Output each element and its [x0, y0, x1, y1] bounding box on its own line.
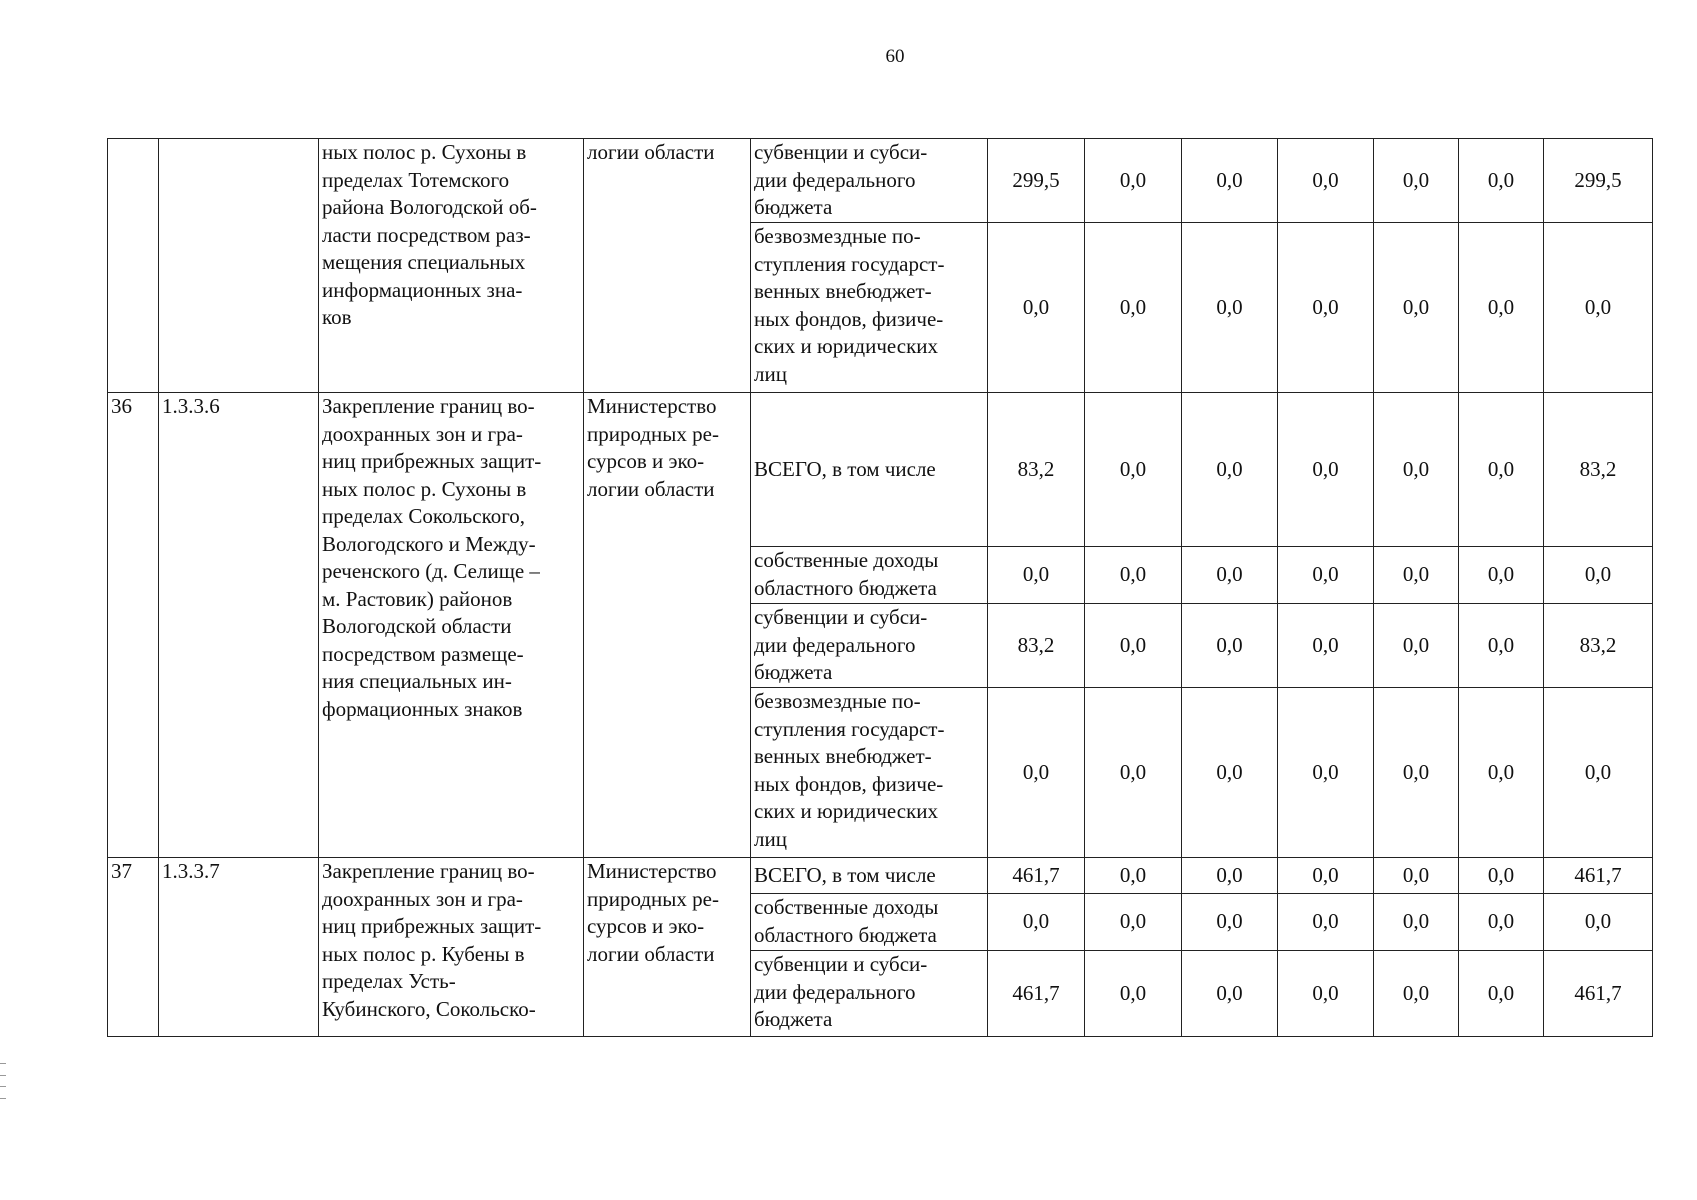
measure-code-cell: 1.3.3.7 [159, 858, 319, 1037]
amount-cell: 0,0 [1182, 858, 1278, 894]
amount-cell: 0,0 [1182, 223, 1278, 393]
total-amount-cell: 83,2 [1544, 393, 1653, 547]
funding-source-cell: собственные доходы областного бюджета [751, 547, 988, 604]
amount-cell: 0,0 [1278, 223, 1374, 393]
amount-cell: 0,0 [1085, 688, 1182, 858]
total-amount-cell: 461,7 [1544, 858, 1653, 894]
total-amount-cell: 0,0 [1544, 688, 1653, 858]
total-amount-cell: 299,5 [1544, 139, 1653, 223]
table-row [108, 858, 1653, 894]
scan-edge-mark [0, 1063, 6, 1099]
table-row [108, 139, 1653, 223]
total-amount-cell: 0,0 [1544, 547, 1653, 604]
funding-source-cell: ВСЕГО, в том числе [751, 858, 988, 894]
funding-source-cell: субвенции и субси- дии федерального бюджета [751, 604, 988, 688]
amount-cell: 0,0 [1085, 547, 1182, 604]
amount-cell: 0,0 [1085, 223, 1182, 393]
amount-cell: 0,0 [1278, 547, 1374, 604]
amount-cell: 0,0 [1374, 139, 1459, 223]
measure-code-cell [159, 139, 319, 393]
funding-source-cell: субвенции и субси- дии федерального бюджета [751, 951, 988, 1037]
amount-cell: 0,0 [988, 894, 1085, 951]
amount-cell: 0,0 [1085, 139, 1182, 223]
amount-cell: 0,0 [988, 688, 1085, 858]
row-number-cell: 37 [108, 858, 159, 1037]
amount-cell: 0,0 [1278, 139, 1374, 223]
amount-cell: 0,0 [1374, 393, 1459, 547]
amount-cell: 0,0 [1459, 547, 1544, 604]
executor-cell: логии области [584, 139, 751, 393]
measure-code-cell: 1.3.3.6 [159, 393, 319, 858]
measure-name-cell: Закрепление границ во- доохранных зон и гра- ниц прибрежных защит- ных полос р. Кубены в пределах Усть- Кубинского, Сокольско- [319, 858, 584, 1037]
amount-cell: 0,0 [1182, 894, 1278, 951]
amount-cell: 0,0 [1459, 604, 1544, 688]
total-amount-cell: 0,0 [1544, 894, 1653, 951]
amount-cell: 0,0 [1459, 858, 1544, 894]
total-amount-cell: 461,7 [1544, 951, 1653, 1037]
amount-cell: 0,0 [1182, 393, 1278, 547]
budget-table [107, 138, 1653, 1037]
funding-source-cell: ВСЕГО, в том числе [751, 393, 988, 547]
amount-cell: 0,0 [1085, 858, 1182, 894]
row-number-cell: 36 [108, 393, 159, 858]
amount-cell: 0,0 [988, 547, 1085, 604]
executor-cell: Министерство природных ре- сурсов и эко- логии области [584, 858, 751, 1037]
amount-cell: 0,0 [1459, 139, 1544, 223]
total-amount-cell: 83,2 [1544, 604, 1653, 688]
amount-cell: 0,0 [1459, 223, 1544, 393]
amount-cell: 0,0 [988, 223, 1085, 393]
amount-cell: 299,5 [988, 139, 1085, 223]
amount-cell: 461,7 [988, 951, 1085, 1037]
amount-cell: 0,0 [1085, 951, 1182, 1037]
amount-cell: 0,0 [1085, 894, 1182, 951]
amount-cell: 0,0 [1459, 951, 1544, 1037]
amount-cell: 0,0 [1374, 951, 1459, 1037]
amount-cell: 0,0 [1459, 393, 1544, 547]
measure-name-cell: ных полос р. Сухоны в пределах Тотемского района Вологодской об- ласти посредством раз- мещения специальных информационных зна- ков [319, 139, 584, 393]
amount-cell: 0,0 [1374, 688, 1459, 858]
amount-cell: 83,2 [988, 393, 1085, 547]
funding-source-cell: субвенции и субси- дии федерального бюджета [751, 139, 988, 223]
amount-cell: 0,0 [1278, 951, 1374, 1037]
amount-cell: 0,0 [1182, 688, 1278, 858]
amount-cell: 0,0 [1182, 604, 1278, 688]
amount-cell: 0,0 [1182, 139, 1278, 223]
amount-cell: 0,0 [1278, 858, 1374, 894]
amount-cell: 0,0 [1459, 688, 1544, 858]
amount-cell: 0,0 [1182, 951, 1278, 1037]
amount-cell: 0,0 [1278, 894, 1374, 951]
amount-cell: 0,0 [1085, 604, 1182, 688]
amount-cell: 0,0 [1278, 688, 1374, 858]
total-amount-cell: 0,0 [1544, 223, 1653, 393]
table-row [108, 393, 1653, 547]
funding-source-cell: безвозмездные по- ступления государст- венных внебюджет- ных фондов, физиче- ских и юридических лиц [751, 688, 988, 858]
amount-cell: 0,0 [1459, 894, 1544, 951]
amount-cell: 0,0 [1374, 894, 1459, 951]
row-number-cell [108, 139, 159, 393]
amount-cell: 0,0 [1374, 223, 1459, 393]
amount-cell: 0,0 [1182, 547, 1278, 604]
executor-cell: Министерство природных ре- сурсов и эко- логии области [584, 393, 751, 858]
amount-cell: 0,0 [1374, 858, 1459, 894]
amount-cell: 461,7 [988, 858, 1085, 894]
amount-cell: 0,0 [1374, 547, 1459, 604]
amount-cell: 0,0 [1374, 604, 1459, 688]
amount-cell: 0,0 [1278, 393, 1374, 547]
funding-source-cell: собственные доходы областного бюджета [751, 894, 988, 951]
amount-cell: 0,0 [1278, 604, 1374, 688]
amount-cell: 83,2 [988, 604, 1085, 688]
funding-source-cell: безвозмездные по- ступления государст- венных внебюджет- ных фондов, физиче- ских и юридических лиц [751, 223, 988, 393]
page-number: 60 [885, 46, 905, 67]
amount-cell: 0,0 [1085, 393, 1182, 547]
measure-name-cell: Закрепление границ во- доохранных зон и гра- ниц прибрежных защит- ных полос р. Сухоны в пределах Сокольского, Вологодского и Между- реченского (д. Селище – м. Растовик) районов Вологодской области посредством размеще- ния специальных ин- формационных знаков [319, 393, 584, 858]
